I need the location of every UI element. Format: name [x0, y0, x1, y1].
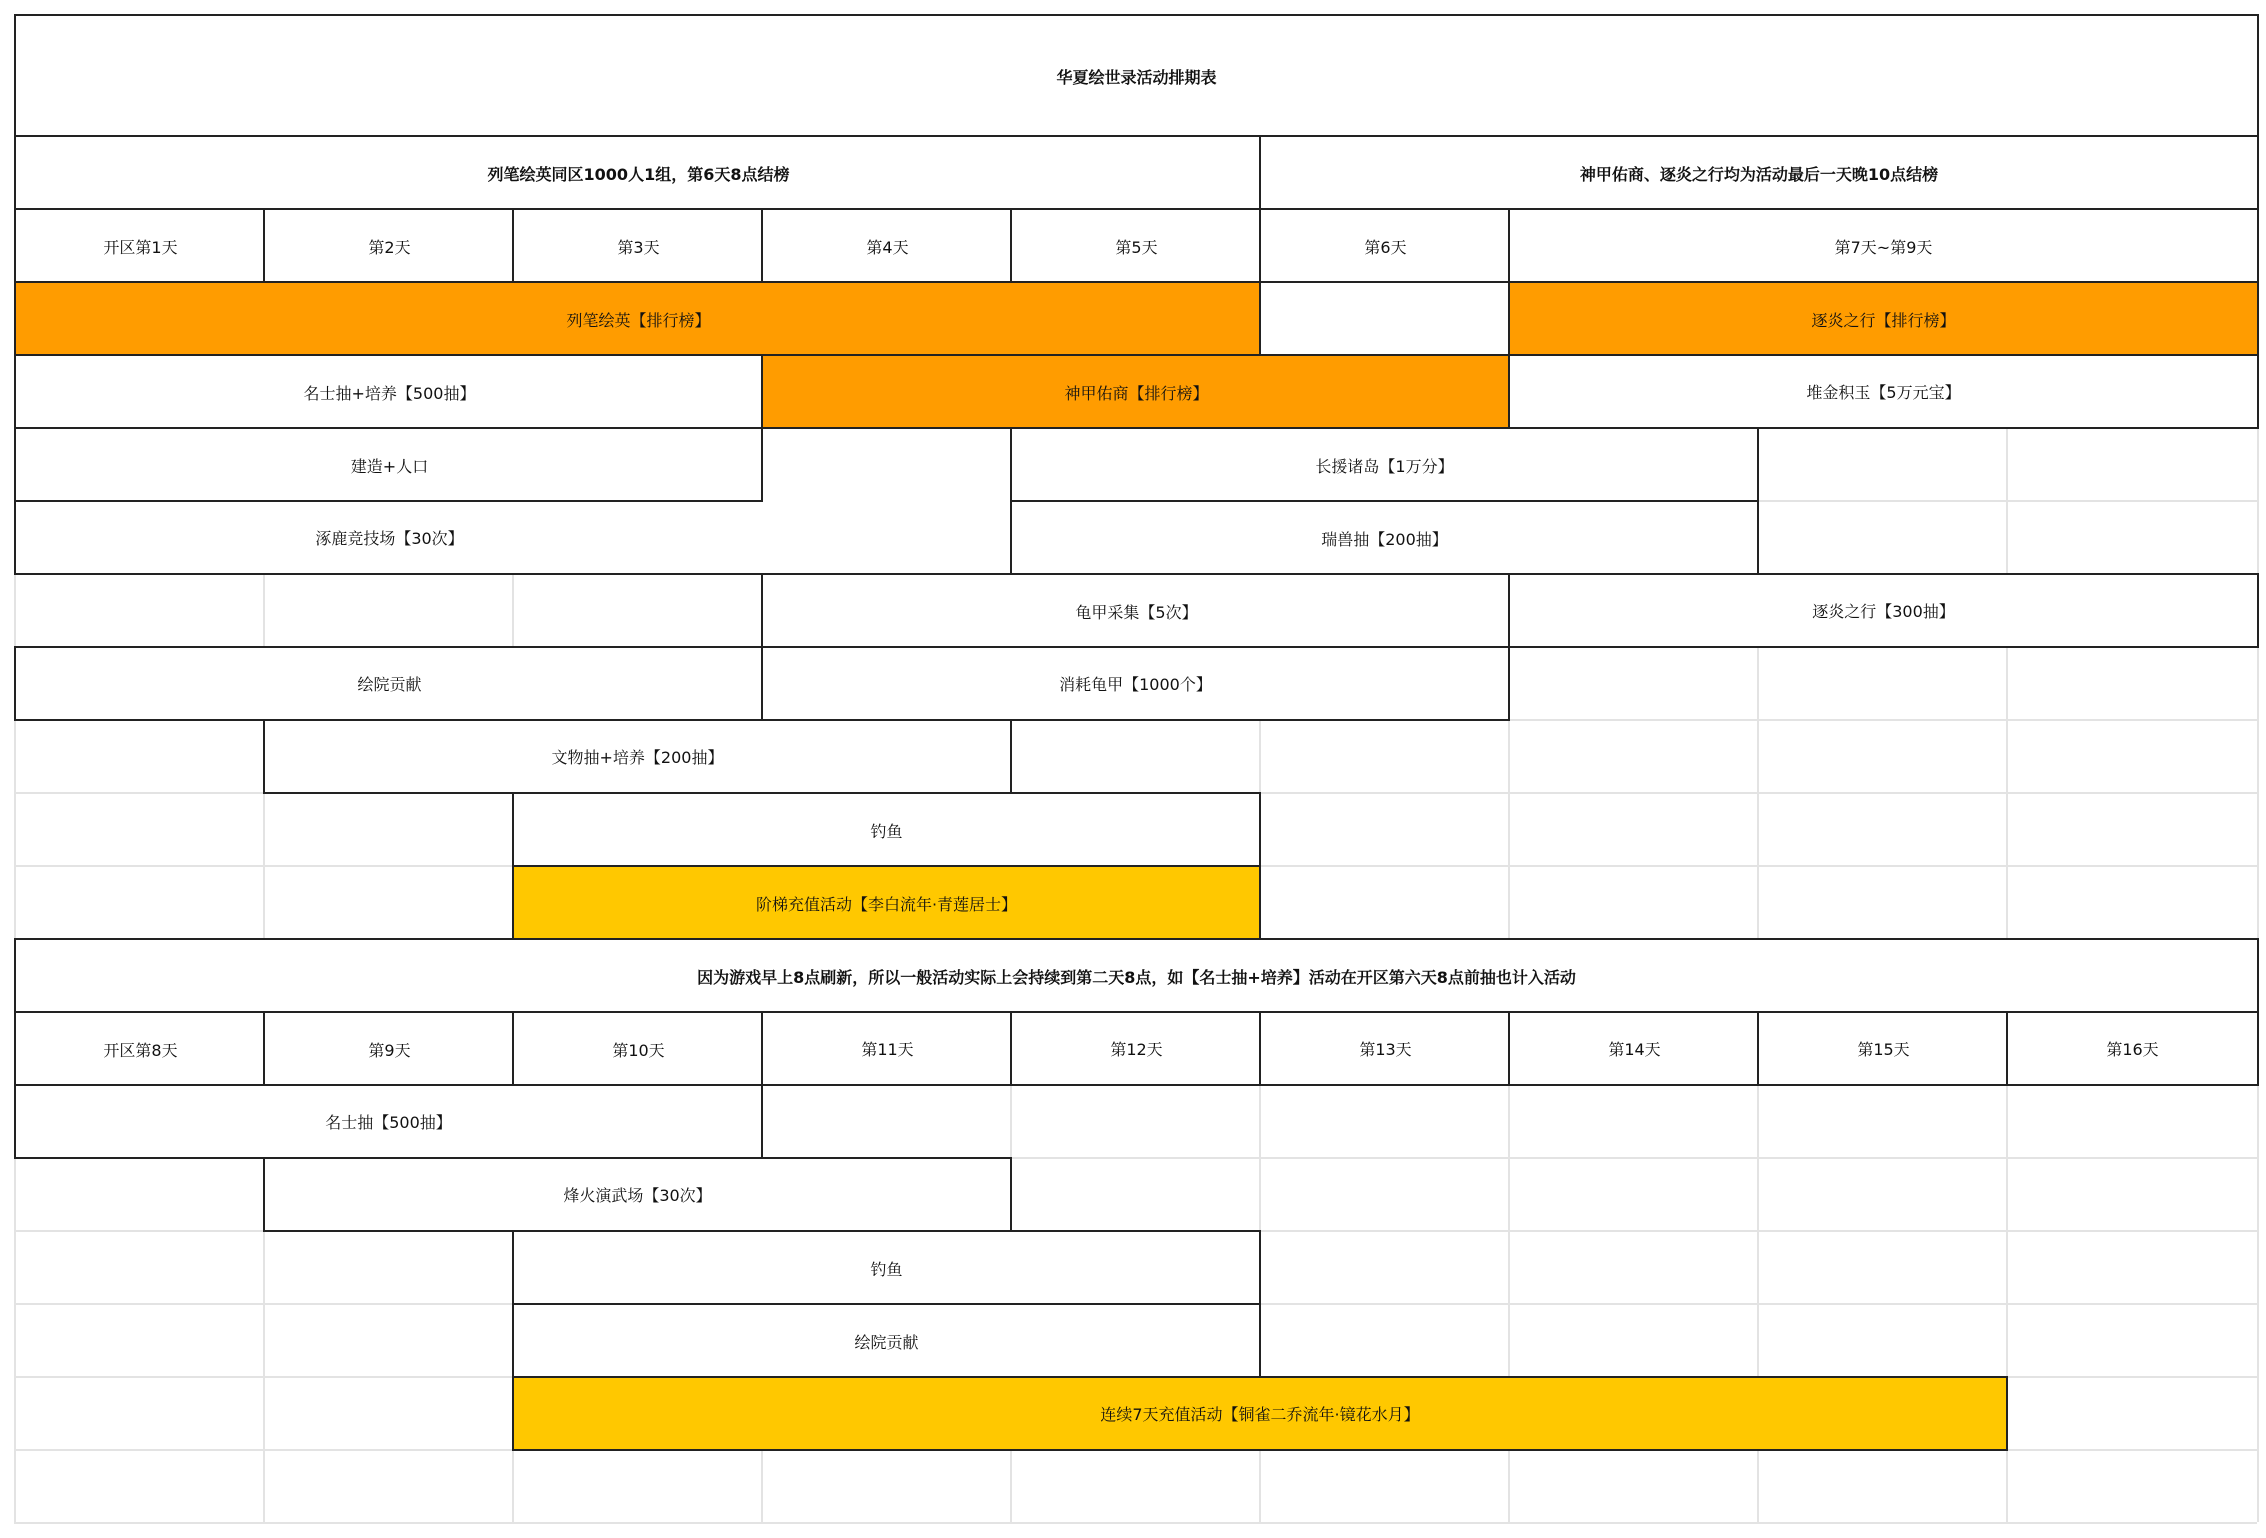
day-header: 第9天 — [263, 1011, 514, 1086]
note-left: 列笔绘英同区1000人1组，第6天8点结榜 — [14, 135, 1261, 210]
day-header: 第15天 — [1757, 1011, 2008, 1086]
event-bar: 神甲佑商【排行榜】 — [761, 354, 1510, 429]
day-header: 第13天 — [1259, 1011, 1510, 1086]
day-header: 第3天 — [512, 208, 763, 283]
event-bar: 名士抽+培养【500抽】 — [14, 354, 763, 429]
event-bar: 阶梯充值活动【李白流年·青莲居士】 — [512, 865, 1261, 940]
event-bar: 瑞兽抽【200抽】 — [1010, 500, 1759, 575]
event-bar: 名士抽【500抽】 — [14, 1084, 763, 1159]
empty-cell — [761, 427, 1012, 575]
day-header: 第7天~第9天 — [1508, 208, 2259, 283]
day-header: 第2天 — [263, 208, 514, 283]
event-bar: 逐炎之行【排行榜】 — [1508, 281, 2259, 356]
gridline — [14, 1522, 2257, 1524]
event-bar: 钓鱼 — [512, 792, 1261, 867]
event-bar: 逐炎之行【300抽】 — [1508, 573, 2259, 648]
note-right: 神甲佑商、逐炎之行均为活动最后一天晚10点结榜 — [1259, 135, 2259, 210]
event-bar: 文物抽+培养【200抽】 — [263, 719, 1012, 794]
event-bar: 龟甲采集【5次】 — [761, 573, 1510, 648]
day-header: 开区第1天 — [14, 208, 265, 283]
day-header: 第6天 — [1259, 208, 1510, 283]
event-bar: 烽火演武场【30次】 — [263, 1157, 1012, 1232]
note-middle: 因为游戏早上8点刷新，所以一般活动实际上会持续到第二天8点，如【名士抽+培养】活动在开区第六天8点前抽也计入活动 — [14, 938, 2259, 1013]
day-header: 第14天 — [1508, 1011, 1759, 1086]
day-header: 第4天 — [761, 208, 1012, 283]
event-bar: 堆金积玉【5万元宝】 — [1508, 354, 2259, 429]
day-header: 第12天 — [1010, 1011, 1261, 1086]
event-bar: 列笔绘英【排行榜】 — [14, 281, 1261, 356]
event-bar: 连续7天充值活动【铜雀二乔流年·镜花水月】 — [512, 1376, 2008, 1451]
event-bar: 钓鱼 — [512, 1230, 1261, 1305]
empty-cell — [1259, 281, 1510, 356]
event-bar: 绘院贡献 — [512, 1303, 1261, 1378]
event-bar: 消耗龟甲【1000个】 — [761, 646, 1510, 721]
day-header: 开区第8天 — [14, 1011, 265, 1086]
event-bar: 建造+人口 — [14, 427, 763, 502]
event-bar: 长援诸岛【1万分】 — [1010, 427, 1759, 502]
page-title: 华夏绘世录活动排期表 — [14, 14, 2259, 137]
event-bar: 绘院贡献 — [14, 646, 763, 721]
day-header: 第10天 — [512, 1011, 763, 1086]
day-header: 第11天 — [761, 1011, 1012, 1086]
day-header: 第16天 — [2006, 1011, 2259, 1086]
day-header: 第5天 — [1010, 208, 1261, 283]
event-bar: 涿鹿竞技场【30次】 — [14, 500, 763, 575]
